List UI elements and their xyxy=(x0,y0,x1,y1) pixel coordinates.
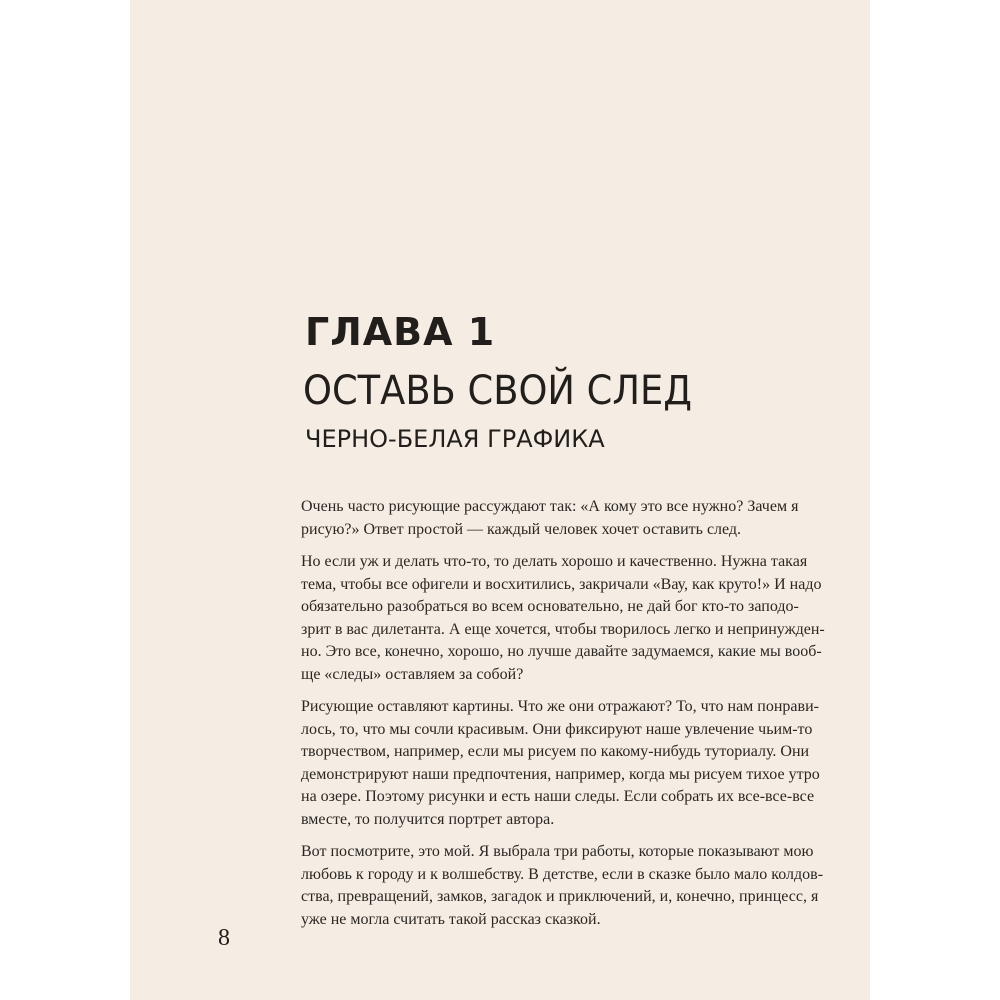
text-line: ще «следы» оставляем за собой? xyxy=(301,665,524,683)
page-number: 8 xyxy=(218,925,230,951)
chapter-title: ОСТАВЬ СВОЙ СЛЕД xyxy=(303,368,693,414)
paragraph xyxy=(301,841,831,931)
text-line: лось, то, что мы сочли красивым. Они фиксируют наше увлечение чьим-то xyxy=(301,720,813,738)
chapter-label: ГЛАВА 1 xyxy=(305,310,496,354)
paragraph xyxy=(301,551,831,686)
text-line: демонстрируют наши предпочтения, например, когда мы рисуем тихое утро xyxy=(301,765,820,783)
text-line: но. Это все, конечно, хорошо, но лучше давайте задумаемся, какие мы вооб- xyxy=(301,643,822,660)
text-line: любовь к городу и к волшебству. В детстве, если в сказке было мало колдов- xyxy=(301,865,824,883)
text-line: ства, превращений, замков, загадок и приключений, и, конечно, принцесс, я xyxy=(301,888,819,905)
text-line: обязательно разобраться во всем основательно, не дай бог кто-то заподо- xyxy=(301,598,799,615)
text-line: Очень часто рисующие рассуждают так: «А кому это все нужно? Зачем я xyxy=(301,498,799,515)
body-text xyxy=(301,496,831,941)
text-line: Вот посмотрите, это мой. Я выбрала три работы, которые показывают мою xyxy=(301,843,814,860)
book-page xyxy=(130,0,870,1000)
text-line: тема, чтобы все офигели и восхитились, закричали «Вау, как круто!» И надо xyxy=(301,575,822,593)
text-line: рисую?» Ответ простой — каждый человек хочет оставить след. xyxy=(301,520,742,538)
text-line: на озере. Поэтому рисунки и есть наши следы. Если собрать их все-все-все xyxy=(301,788,815,805)
text-line: уже не могла считать такой рассказ сказкой. xyxy=(301,910,601,928)
text-line: зрит в вас дилетанта. А еще хочется, чтобы творилось легко и непринужден- xyxy=(301,620,825,638)
paragraph xyxy=(301,696,831,831)
text-line: творчеством, например, если мы рисуем по какому-нибудь туториалу. Они xyxy=(301,743,810,760)
text-line: Но если уж и делать что-то, то делать хорошо и качественно. Нужна такая xyxy=(301,553,808,570)
chapter-subtitle: ЧЕРНО-БЕЛАЯ ГРАФИКА xyxy=(305,425,605,453)
text-line: Рисующие оставляют картины. Что же они отражают? То, что нам понрави- xyxy=(301,698,819,715)
text-line: вместе, то получится портрет автора. xyxy=(301,810,555,828)
paragraph xyxy=(301,496,831,541)
